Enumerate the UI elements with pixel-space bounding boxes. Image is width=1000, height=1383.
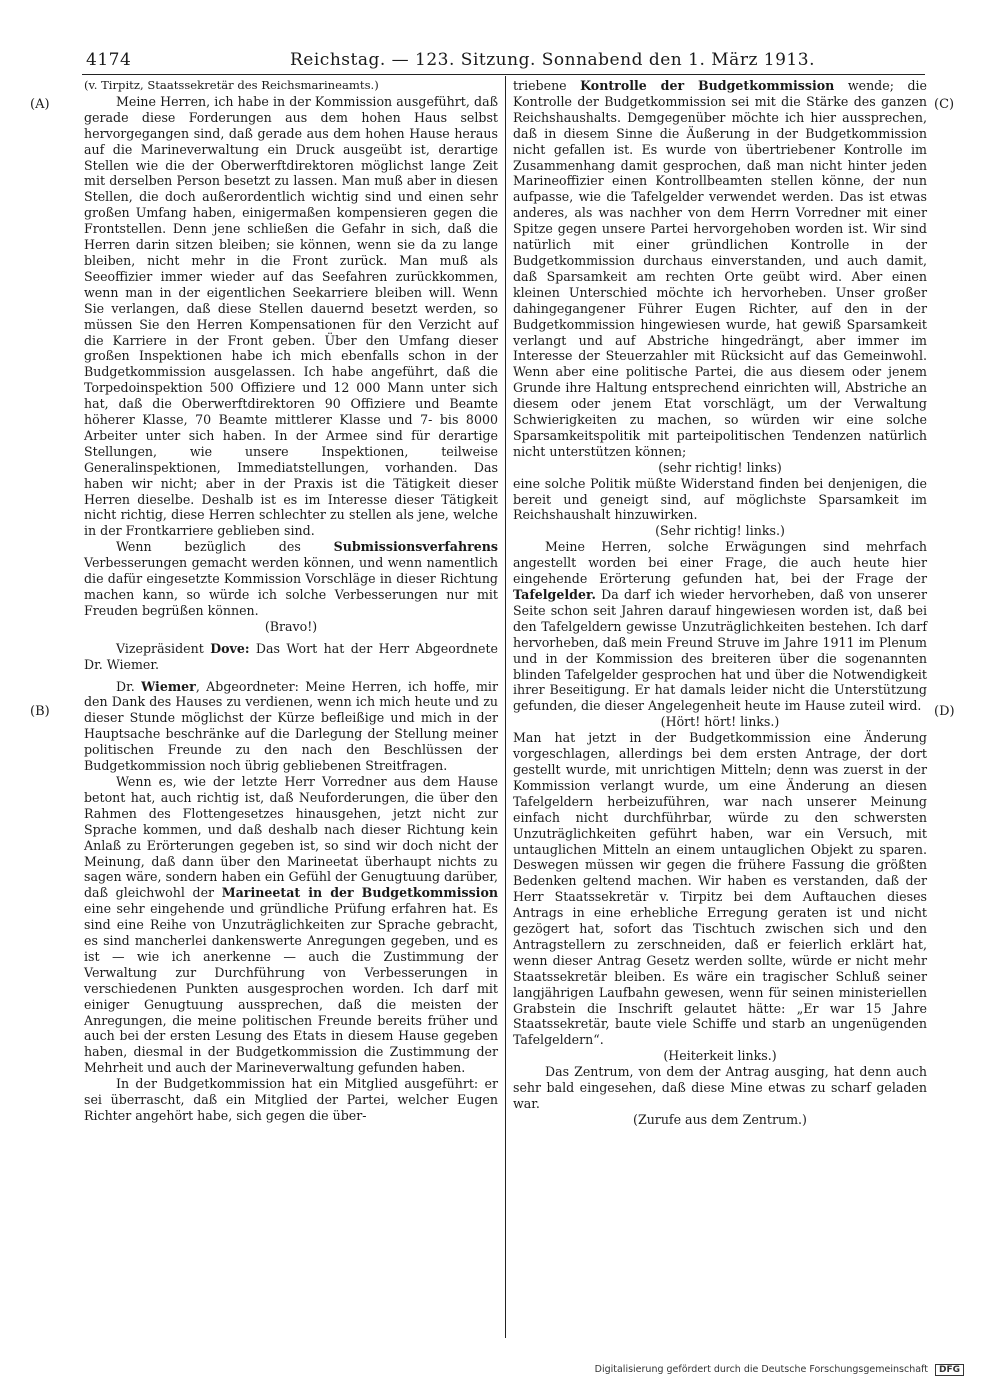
left-column — [84, 78, 498, 1124]
paragraph: In der Budgetkommission hat ein Mitglied ausgeführt: er sei überrascht, daß ein Mitglied der Partei, welcher Eugen Richter angehört habe, sich gegen die über- — [84, 1076, 498, 1123]
header-rule — [82, 74, 925, 75]
interjection: (Zurufe aus dem Zentrum.) — [633, 1111, 807, 1127]
paragraph: Wenn es, wie der letzte Herr Vorredner aus dem Hause betont hat, auch richtig ist, daß Neuforderungen, die über den Rahmen des Flottengesetzes hinausgehen, jetzt nicht zur Sprache kommen, und daß deshalb nach dieser Richtung kein Anlaß zu Erörterungen gegeben ist, so sind wir doch nicht der Meinung, daß dann über den Marineetat überhaupt nichts zu sagen wäre, sondern haben ein Gefühl der Genugtuung darüber, daß gleichwohl der Marineetat in der Budgetkommission eine sehr eingehende und gründliche Prüfung erfahren hat. Es sind eine Reihe von Unzuträglichkeiten zur Sprache gebracht, es sind mancherlei dankenswerte Anregungen gegeben, und es ist — wie ich anerkenne — auch die Zustimmung der Verwaltung zur Durchführung von Verbesserungen in verschiedenen Punkten ausgesprochen worden. Ich darf mit einiger Genugtuung aussprechen, daß die meisten der Anregungen, die meine politischen Freunde bereits früher und auch bei der ersten Lesung des Etats in diesem Hause gegeben haben, diesmal in der Budgetkommission die Zustimmung der Mehrheit und auch der Marineverwaltung gefunden haben. — [84, 773, 498, 1076]
paragraph: Meine Herren, ich habe in der Kommission ausgeführt, daß gerade diese Forderungen aus dem hohen Haus selbst hervorgegangen sind, daß gerade aus dem hohen Hause heraus auf die Marineverwaltung ein Druck ausgeübt ist, derartige Stellen wie die der Oberwerftdirektoren möglichst lange Zeit mit derselben Person besetzt zu lassen. Man muß aber in diesen Stellen, die doch außerordentlich wichtig sind und einen sehr großen Umfang haben, einigermaßen kompensieren gegen die Frontstellen. Denn jene schließen die Gefahr in sich, daß die Herren darin sitzen bleiben; sie können, wenn sie da zu lange bleiben, nicht mehr in die Front zurück. Man muß als Seeoffizier immer wieder auf das Seefahren zurückkommen, wenn man in der eigentlichen Seekarriere bleiben will. Wenn Sie verlangen, daß diese Stellen dauernd besetzt werden, so müssen Sie den Herren Kompensationen für den Verzicht auf die Karriere in der Front geben. Über den Umfang dieser großen Inspektionen habe ich mich ebenfalls schon in der Budgetkommission ausgelassen. Ich habe angeführt, daß die Torpedoinspektion 500 Offiziere und 12 000 Mann unter sich hat, daß die Oberwerftdirektoren 90 Offiziere und Beamte höherer Klasse, 70 Beamte mittlerer Klasse und 7- bis 8000 Arbeiter unter sich haben. In der Armee sind für derartige Stellungen, wie unsere Inspektionen, teilweise Generalinspektionen, Immediatstellungen, vorhanden. Das haben wir nicht; aber in der Praxis ist die Tätigkeit dieser Herren dieselbe. Deshalb ist es im Interesse dieser Tätigkeit nicht richtig, diese Herren schlechter zu stellen als jene, welche in der Frontkarriere geblieben sind. — [84, 93, 498, 539]
interjection: (Heiterkeit links.) — [663, 1048, 777, 1064]
paragraph: triebene Kontrolle der Budgetkommission wende; die Kontrolle der Budgetkommission sei mit die Stärke des ganzen Reichshaushalts. Demgegenüber möchte ich hier aussprechen, daß in diesem Sinne die Äußerung in der Budgetkommission nicht gefallen ist. Es wurde von übertriebener Kontrolle im Zusammenhang damit gesprochen, daß man nicht hinter jeden Marineoffizier einen Kontrollbeamten stellen könne, der nun aufpasse, wie die Tafelgelder verwendet werden. Das ist etwas anderes, als was nachher von dem Herrn Vorredner mit einer Spitze gegen unsere Partei hervorgehoben worden ist. Wir sind natürlich mit einer gründlichen Kontrolle in der Budgetkommission durchaus einverstanden, und auch damit, daß Sparsamkeit am rechten Orte geübt wird. Aber einen kleinen Unterschied möchte ich hervorheben. Unser großer dahingegangener Führer Eugen Richter, auf den in der Budgetkommission hingewiesen wurde, hat gewiß Sparsamkeit verlangt und auf Abstriche hingedrängt, aber immer im Interesse der Steuerzahler mit Rücksicht auf das Gemeinwohl. Wenn aber eine politische Partei, die aus diesem oder jenem Grunde ihre Haltung entsprechend einrichten will, Abstriche an diesem oder jenem Etat vorschlägt, um der Verwaltung Schwierigkeiten zu machen, so würden wir eine solche Sparsamkeitspolitik mit parteipolitischen Tendenzen natürlich nicht unterstützen können; — [513, 78, 927, 459]
interjection: (sehr richtig! links) — [658, 459, 782, 475]
interjection: (Bravo!) — [264, 618, 318, 634]
emphasis-term: Tafelgelder. — [513, 587, 596, 602]
paragraph: eine solche Politik müßte Widerstand finden bei denjenigen, die bereit und geneigt sind, auf möglichste Sparsamkeit im Reichshaushalt hinzuwirken. — [513, 475, 927, 523]
speaker-attribution: (v. Tirpitz, Staatssekretär des Reichsmarineamts.) — [84, 78, 379, 92]
running-head: Reichstag. — 123. Sitzung. Sonnabend den 1. März 1913. — [290, 50, 815, 70]
dfg-logo: DFG — [935, 1364, 964, 1376]
page-number: 4174 — [86, 50, 132, 70]
interjection: (Hört! hört! links.) — [660, 714, 780, 730]
paragraph: Man hat jetzt in der Budgetkommission eine Änderung vorgeschlagen, allerdings bei dem ersten Antrage, der dort gestellt wurde, mit unrichtigen Mitteln; denn was zuerst in der Kommission verlangt wurde, um eine Änderung an diesen Tafelgeldern herbeizuführen, war nach unserer Meinung einfach nicht durchführbar, würde zu den schwersten Unzuträglichkeiten geführt haben, war ein Versuch, mit untauglichen Mitteln an einem untauglichen Objekt zu sparen. Deswegen müssen wir gegen die frühere Fassung die größten Bedenken geltend machen. Wir haben es verstanden, daß der Herr Staatssekretär v. Tirpitz bei dem Auftauchen dieses Antrags in eine erhebliche Erregung geraten ist und nicht gezögert hat, sofort das Tischtuch zwischen sich und den Antragstellern zu zerschneiden, daß er feierlich erklärt hat, wenn dieser Antrag Gesetz werden sollte, würde er nicht mehr Staatssekretär bleiben. Es wäre ein tragischer Schluß seiner langjährigen Laufbahn gewesen, wenn für seinen ministeriellen Grabstein die Inschrift gelautet hätte: „Er war 15 Jahre Staatssekretär, baute viele Schiffe und starb an ungenügenden Tafelgeldern“. — [513, 730, 927, 1048]
speaker-name: Dove: — [210, 640, 250, 656]
emphasis-term: Kontrolle der Budgetkommission — [580, 78, 835, 93]
speaker-paragraph: Vizepräsident Dove: Das Wort hat der Herr Abgeordnete Dr. Wiemer. — [84, 640, 498, 672]
margin-marker-d: (D) — [934, 704, 955, 719]
speaker-name: Wiemer — [141, 678, 196, 694]
margin-marker-b: (B) — [30, 704, 50, 719]
paragraph: Das Zentrum, von dem der Antrag ausging, hat denn auch sehr bald eingesehen, daß diese Mine etwas zu scharf geladen war. — [513, 1064, 927, 1111]
credit-text: Digitalisierung gefördert durch die Deutsche Forschungsgemeinschaft — [594, 1364, 928, 1375]
column-divider — [505, 76, 506, 1338]
interjection: (Sehr richtig! links.) — [655, 523, 785, 539]
speaker-paragraph: Dr. Wiemer, Abgeordneter: Meine Herren, ich hoffe, mir den Dank des Hauses zu verdienen, wenn ich mich heute und zu dieser Stunde möglichst der Kürze befleißige und mich in der Hauptsache beschränke auf die Darlegung der Stellung meiner politischen Freunde zu den nach den Beschlüssen der Budgetkommission noch übrig gebliebenen Streitfragen. — [84, 678, 498, 774]
margin-marker-c: (C) — [934, 97, 955, 112]
emphasis-term: Submissionsverfahrens — [333, 539, 498, 555]
paragraph: Meine Herren, solche Erwägungen sind mehrfach angestellt worden bei einer Frage, die auch heute hier eingehende Erörterung gefunden hat, bei der Frage der Tafelgelder. Da darf ich wieder hervorheben, daß von unserer Seite schon seit Jahren darauf hingewiesen worden ist, daß bei den Tafelgeldern gewisse Unzuträglichkeiten bestehen. Ich darf hervorheben, daß mein Freund Struve im Jahre 1911 im Plenum und in der Kommission des breiteren über die sogenannten blinden Tafelgelder gesprochen hat und über die Notwendigkeit ihrer Beseitigung. Er hat damals leider nicht die Unterstützung gefunden, die dieser Angelegenheit heute im Hause zuteil wird. — [513, 539, 927, 714]
paragraph: Wenn bezüglich des Submissionsverfahrens Verbesserungen gemacht werden können, und wenn namentlich die dafür eingesetzte Kommission Vorschläge in dieser Richtung machen kann, so würde ich solche Verbesserungen nur mit Freuden begrüßen können. — [84, 539, 498, 618]
right-column — [513, 78, 927, 1128]
digitization-credit — [595, 1364, 964, 1376]
margin-marker-a: (A) — [30, 97, 50, 112]
emphasis-term: Marineetat in der Budgetkommission — [221, 885, 498, 901]
